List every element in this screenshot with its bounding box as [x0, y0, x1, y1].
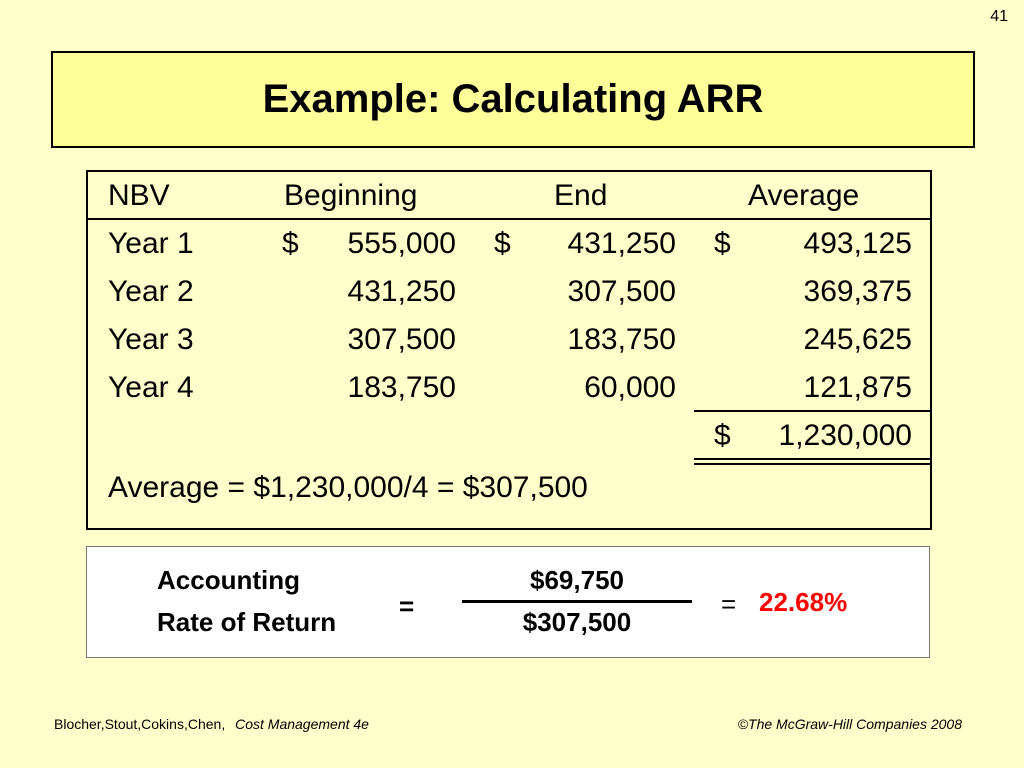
currency-symbol: $ — [714, 227, 731, 260]
end-value: 431,250 — [567, 227, 676, 260]
header-average: Average — [748, 179, 860, 212]
nbv-table — [86, 170, 932, 530]
arr-formula-box — [86, 546, 930, 658]
average-note: Average = $1,230,000/4 = $307,500 — [108, 471, 588, 504]
total-value: 1,230,000 — [778, 419, 912, 452]
arr-label-line2: Rate of Return — [157, 607, 337, 637]
average-value: 369,375 — [803, 275, 912, 308]
equals-sign: = — [399, 591, 415, 621]
end-value: 307,500 — [567, 275, 676, 308]
footer-copyright: ©The McGraw-Hill Companies 2008 — [737, 716, 962, 732]
header-beginning: Beginning — [284, 179, 418, 212]
end-value: 60,000 — [584, 371, 676, 404]
slide-title: Example: Calculating ARR — [262, 77, 764, 121]
currency-symbol: $ — [494, 227, 511, 260]
numerator: $69,750 — [530, 565, 624, 595]
row-label: Year 4 — [108, 371, 194, 404]
header-divider — [88, 218, 930, 220]
sum-underline — [694, 410, 930, 412]
fraction-bar — [462, 600, 692, 603]
arr-result: 22.68% — [759, 587, 848, 617]
header-nbv: NBV — [108, 179, 170, 212]
footer-authors: Blocher,Stout,Cokins,Chen, — [54, 716, 226, 732]
beginning-value: 307,500 — [347, 323, 456, 356]
average-value: 245,625 — [803, 323, 912, 356]
currency-symbol: $ — [714, 419, 731, 452]
beginning-value: 183,750 — [347, 371, 456, 404]
end-value: 183,750 — [567, 323, 676, 356]
average-value: 493,125 — [803, 227, 912, 260]
row-label: Year 1 — [108, 227, 194, 260]
row-label: Year 2 — [108, 275, 194, 308]
title-box — [51, 51, 975, 148]
total-double-underline-top — [694, 458, 930, 460]
beginning-value: 431,250 — [347, 275, 456, 308]
total-double-underline-bottom — [694, 463, 930, 465]
equals-sign-2: = — [721, 589, 737, 619]
slide-number: 41 — [990, 8, 1008, 25]
footer-citation — [54, 716, 369, 732]
header-end: End — [554, 179, 608, 212]
beginning-value: 555,000 — [347, 227, 456, 260]
currency-symbol: $ — [282, 227, 299, 260]
denominator: $307,500 — [522, 607, 632, 637]
arr-label-line1: Accounting — [157, 565, 300, 595]
row-label: Year 3 — [108, 323, 194, 356]
footer-book: Cost Management 4e — [235, 716, 369, 732]
average-value: 121,875 — [803, 371, 912, 404]
